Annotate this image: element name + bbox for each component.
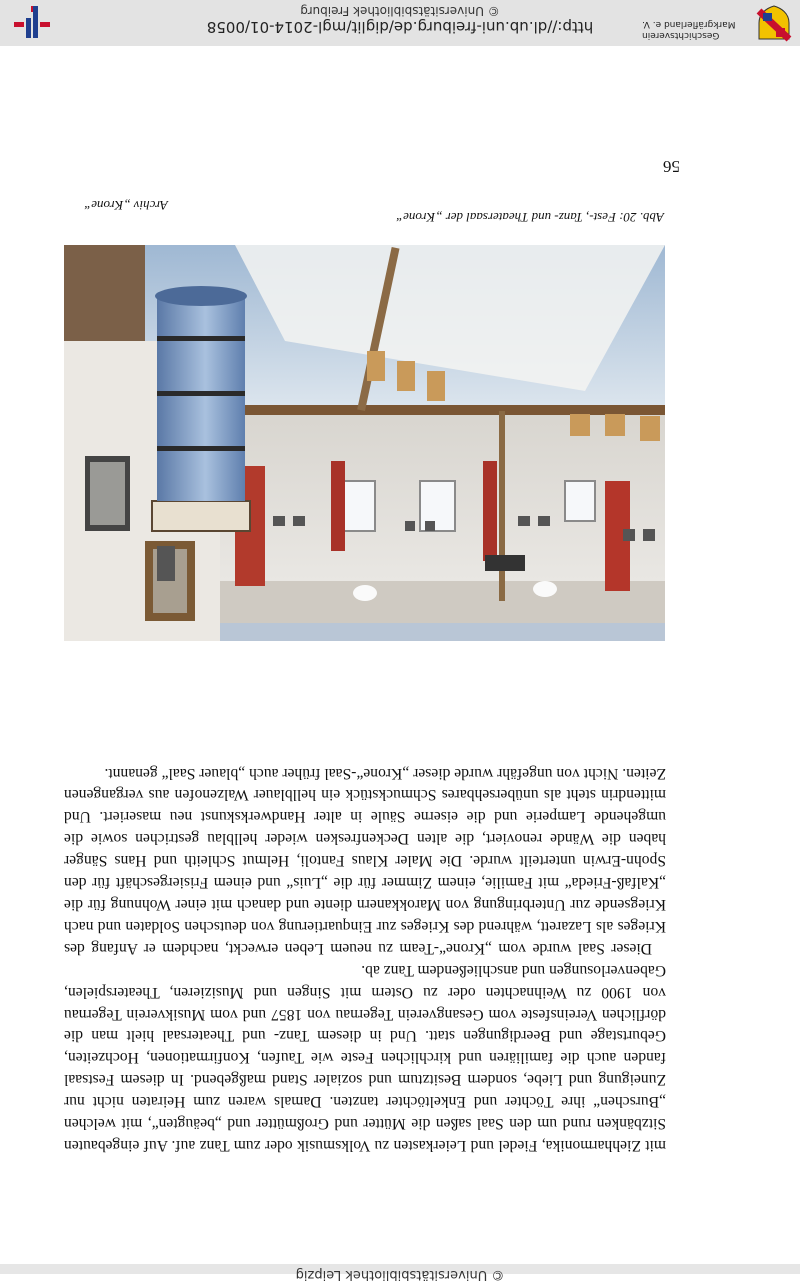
coat-of-arms-icon[interactable]: [757, 5, 791, 41]
body-text: [64, 762, 666, 1156]
hall-photo-drawing: [64, 245, 665, 641]
paragraph-2: Dieser Saal wurde vom „Krone“-Team zu neuem Leben erweckt, nachdem er Anfang des Krieges als Lazarett, während des Krieges zur Einquartierung von deutschen Soldaten und nach Kriegsende zur Unterbringung von Marokkanern diente und danach mit einer Wohnung für die „Kalfaß-Frieda“ mit Familie, einem Zimmer für die „Luis“ und einem Frisiergeschäft für den Spohn-Erwin unterteilt wurde. Die Maler Klaus Fantoli, Helmut Schleith und Hans Sänger haben die Wände renoviert, die alten Deckenfresken wieder hellblau gestrichen sowie die umgehende Lamperie und die eiserne Säule in alter Handwerkskunst neu maseriert. Und mittendrin steht als unübersehbares Schmuckstück ein hellblauer Walzenofen aus vergangenen Zeiten. Nicht von ungefähr wurde dieser „Krone“-Saal früher auch „blauer Saal“ genannt.: [64, 764, 666, 957]
paragraph-1: mit Ziehharmonika, Fiedel und Leierkasten zu Volksmusik oder zum Tanz auf. Auf eingebauten Sitzbänken rund um den Saal saßen die Mütter und Großmütter und „beäugten“, mit welchen „Burschen“ ihre Töchter und Enkeltöchter tanzten. Damals waren zum Heiraten nicht nur Zuneigung und Liebe, sondern Besitztum und sozialer Stand maßgebend. In diesem Festsaal fanden auch die familiären und kirchlichen Feste wie Taufen, Konfirmationen, Hochzeiten, Geburtstage und Beerdigungen statt. Und in diesem Tanz- und Theatersaal hielt man die dörflichen Vereinsfeste vom Gesangverein Tegernau von 1857 und vom Musikverein Tegernau von 1900 zu Weihnachten oder zu Ostern mit Singen und Musizieren, Theaterspielen, Gabenverlosungen und anschließendem Tanz ab.: [64, 961, 666, 1154]
secondary-toolbar: [0, 1264, 800, 1282]
hall-photo: [64, 245, 665, 641]
society-name: Geschichtsverein Markgräflerland e. V.: [642, 19, 736, 40]
document-url[interactable]: http://dl.ub.uni-freiburg.de/diglit/mgl-2014-01/0058: [206, 18, 594, 36]
viewer-toolbar: [0, 0, 800, 46]
page-number: 56: [663, 157, 680, 176]
copyright-notice: © Universitätsbibliothek Freiburg: [300, 4, 500, 18]
caption-source: Archiv „Krone“: [84, 198, 168, 213]
secondary-toolbar-text: © Universitätsbibliothek Leipzig: [295, 1267, 505, 1282]
caption-text: Abb. 20: Fest-, Tanz- und Theatersaal der „Krone“: [395, 210, 664, 225]
figure-caption: [84, 198, 664, 225]
